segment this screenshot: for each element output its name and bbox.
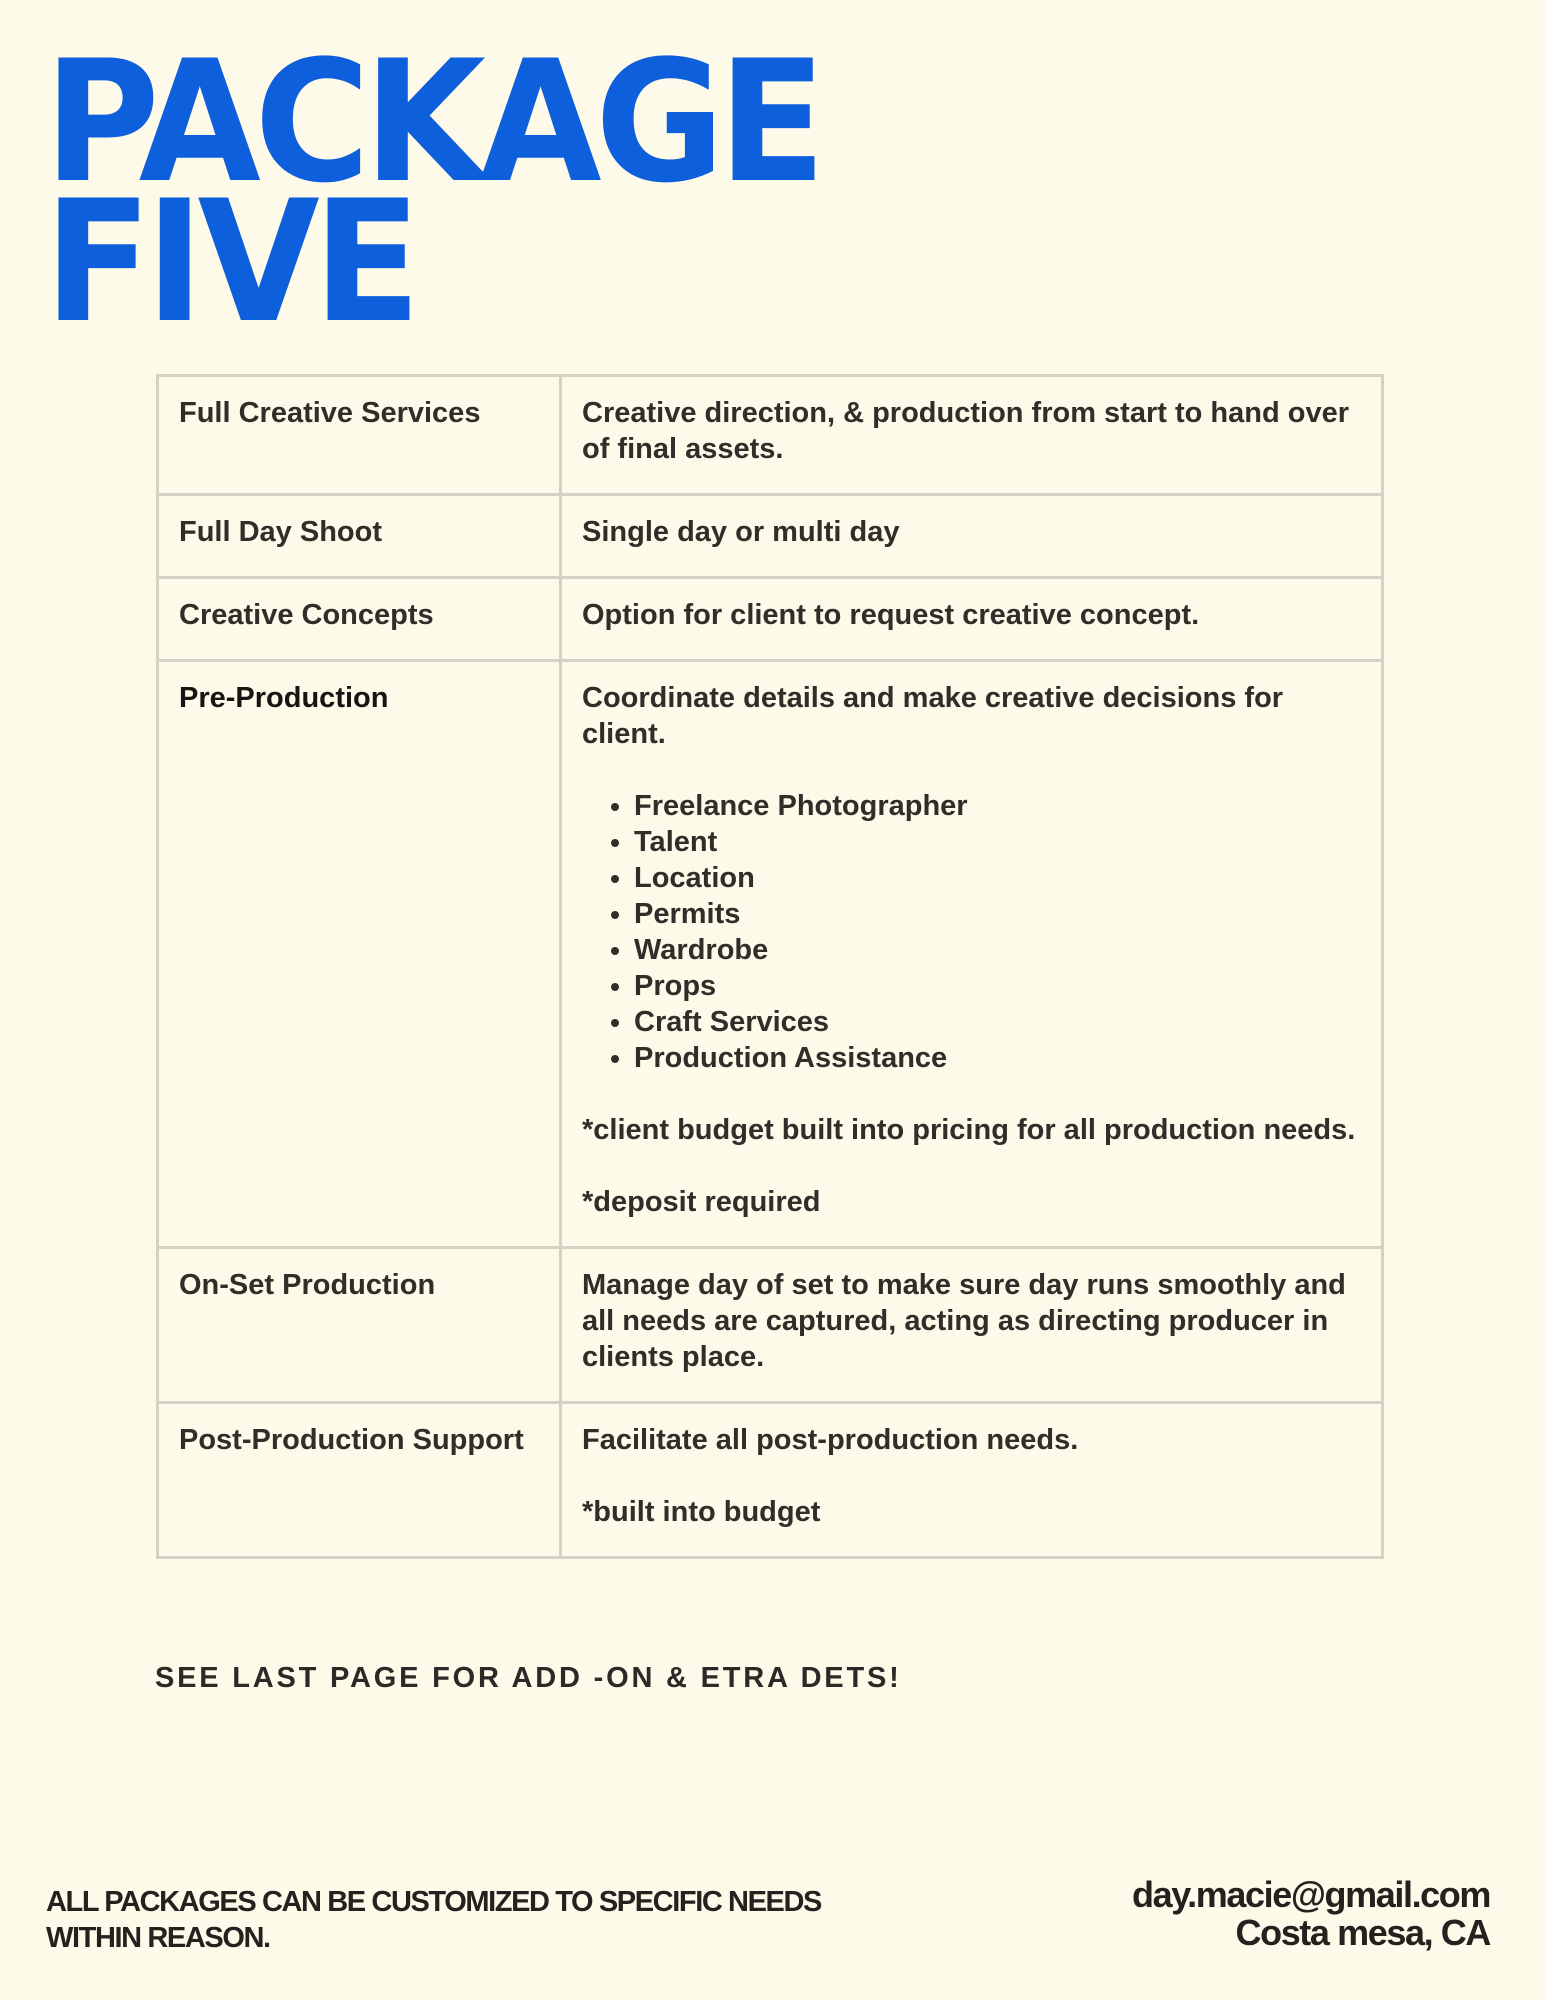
table-row [158, 1403, 1383, 1558]
deposit-note: *deposit required [582, 1186, 821, 1218]
contact-location: Costa mesa, CA [1235, 1912, 1490, 1953]
description-text: Manage day of set to make sure day runs smoothly and all needs are captured, acting as directing producer in clients place. [582, 1269, 1346, 1373]
list-item: • Production Assistance [634, 1040, 1361, 1076]
list-item: • Talent [634, 824, 1361, 860]
list-item: • Craft Services [634, 1004, 1361, 1040]
feature-cell: Full Day Shoot [158, 495, 561, 578]
list-item: • Wardrobe [634, 932, 1361, 968]
description-cell [561, 578, 1383, 661]
disclaimer-line-1: ALL PACKAGES CAN BE CUSTOMIZED TO SPECIFIC NEEDS [46, 1886, 821, 1918]
budget-note: *built into budget [582, 1496, 821, 1528]
table-row [158, 495, 1383, 578]
description-cell [561, 661, 1383, 1248]
description-cell [561, 495, 1383, 578]
title-line-1: PACKAGE [44, 24, 820, 220]
list-item: • Location [634, 860, 1361, 896]
budget-note: *client budget built into pricing for all production needs. [582, 1114, 1356, 1146]
description-text: Coordinate details and make creative decisions for client. [582, 682, 1284, 750]
feature-cell: On-Set Production [158, 1248, 561, 1403]
table-row [158, 376, 1383, 495]
feature-cell: Full Creative Services [158, 376, 561, 495]
table-row [158, 578, 1383, 661]
feature-cell: Creative Concepts [158, 578, 561, 661]
feature-cell: Post-Production Support [158, 1403, 561, 1558]
pre-production-list [582, 788, 1361, 1076]
description-text: Single day or multi day [582, 516, 900, 548]
contact-info [1132, 1876, 1490, 1952]
description-text: Facilitate all post-production needs. [582, 1424, 1079, 1456]
list-item: • Props [634, 968, 1361, 1004]
table-row [158, 661, 1383, 1248]
list-item: • Permits [634, 896, 1361, 932]
feature-cell: Pre-Production [158, 661, 561, 1248]
contact-email: day.macie@gmail.com [1132, 1874, 1490, 1915]
package-title [44, 24, 820, 360]
title-line-2: FIVE [44, 164, 415, 360]
customization-disclaimer [46, 1884, 821, 1956]
table-row [158, 1248, 1383, 1403]
description-text: Creative direction, & production from start to hand over of final assets. [582, 397, 1349, 465]
package-features-table [156, 374, 1384, 1559]
description-text: Option for client to request creative concept. [582, 599, 1200, 631]
description-cell [561, 1403, 1383, 1558]
description-cell [561, 376, 1383, 495]
add-on-note: SEE LAST PAGE FOR ADD -ON & ETRA DETS! [155, 1662, 902, 1694]
disclaimer-line-2: WITHIN REASON. [46, 1922, 270, 1954]
list-item: • Freelance Photographer [634, 788, 1361, 824]
description-cell [561, 1248, 1383, 1403]
